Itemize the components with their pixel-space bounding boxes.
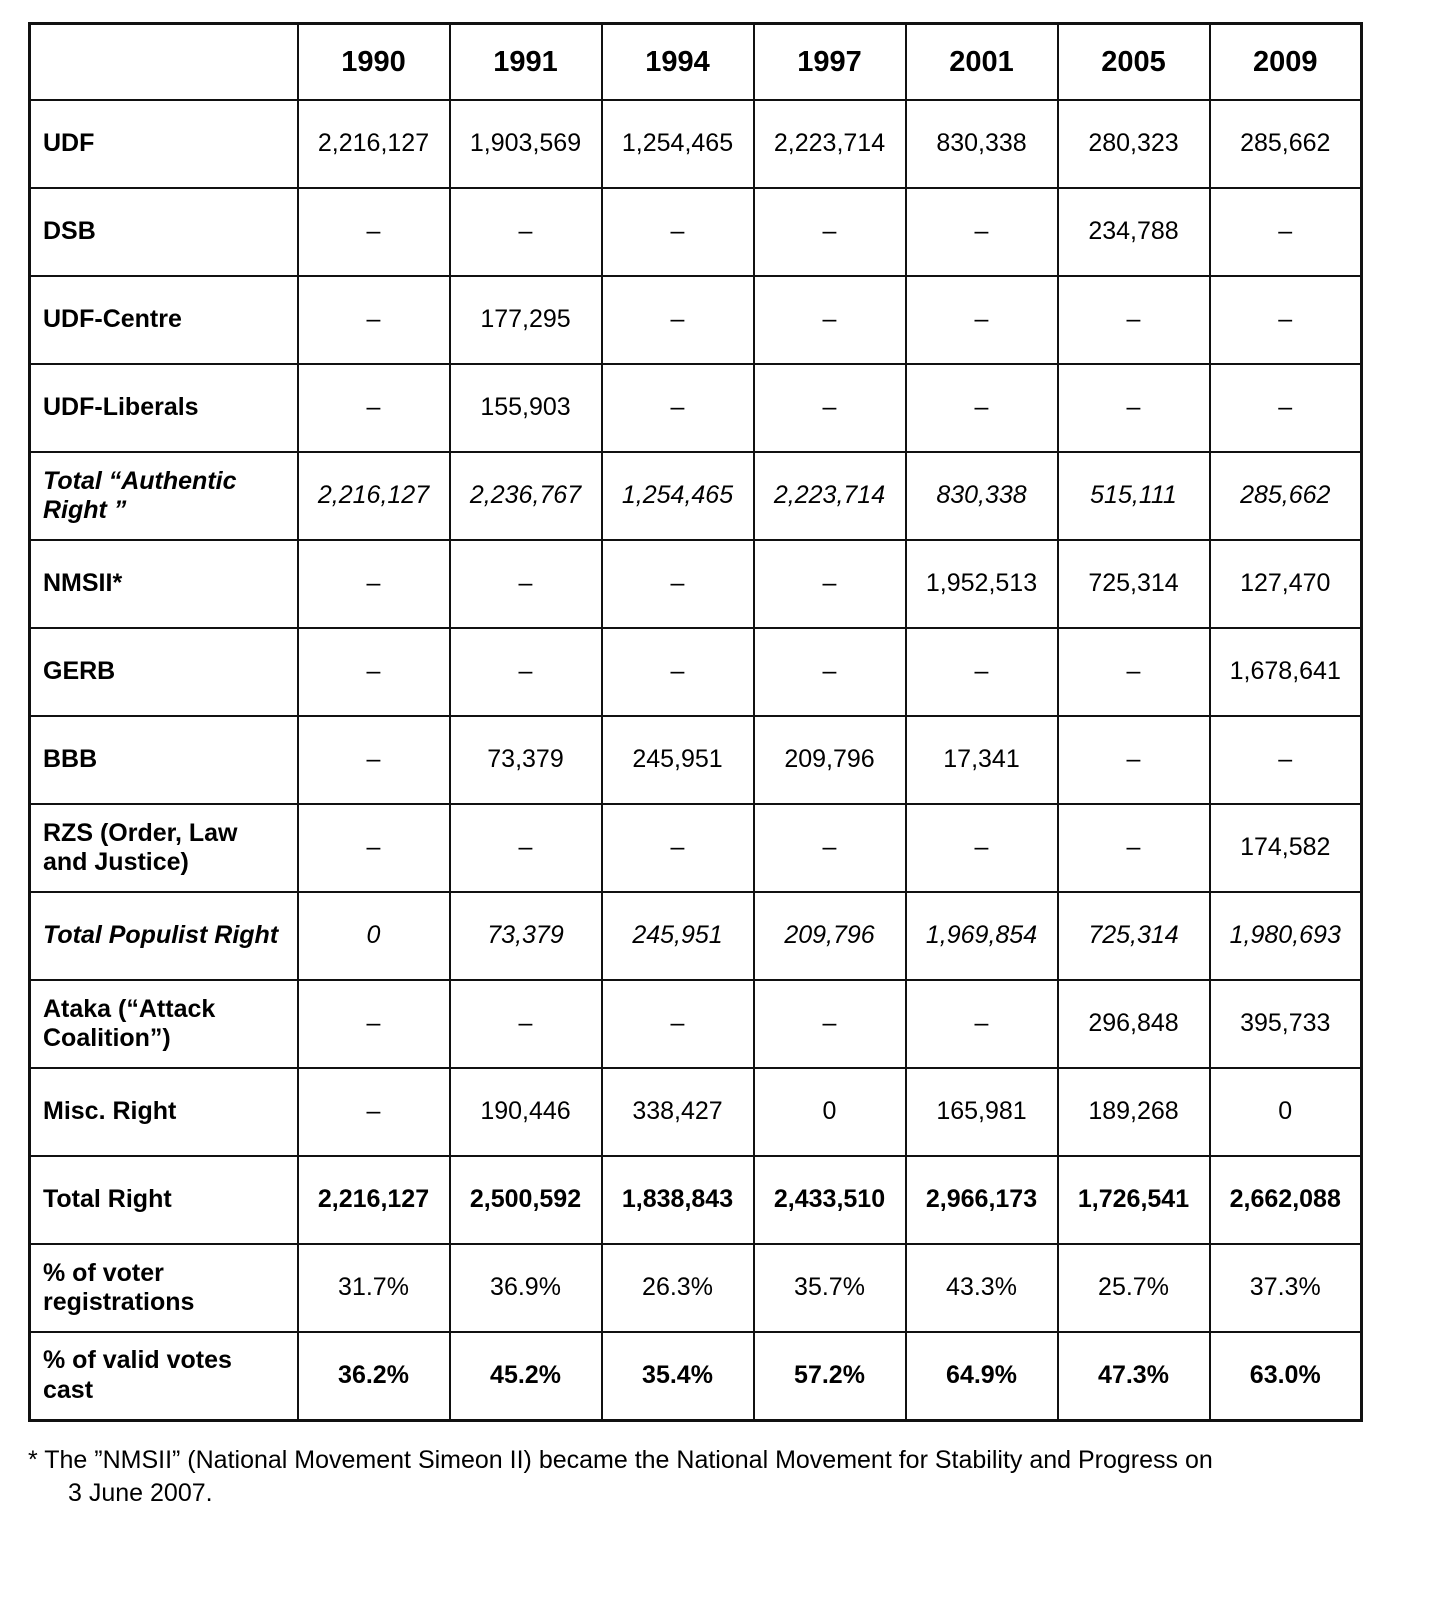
table-cell: 285,662 xyxy=(1210,100,1362,188)
table-cell: 2,216,127 xyxy=(298,1156,450,1244)
table-cell: – xyxy=(1210,364,1362,452)
table-cell: – xyxy=(298,364,450,452)
table-row xyxy=(30,892,1362,980)
table-cell: – xyxy=(450,980,602,1068)
table-cell: 1,838,843 xyxy=(602,1156,754,1244)
table-cell: 280,323 xyxy=(1058,100,1210,188)
table-cell: 57.2% xyxy=(754,1332,906,1420)
table-cell: 285,662 xyxy=(1210,452,1362,540)
table-row xyxy=(30,364,1362,452)
row-label: Total “Authentic Right ” xyxy=(30,452,298,540)
column-header-2009: 2009 xyxy=(1210,24,1362,101)
table-cell: – xyxy=(450,540,602,628)
table-row xyxy=(30,276,1362,364)
table-cell: – xyxy=(602,980,754,1068)
table-cell: – xyxy=(754,540,906,628)
table-cell: 190,446 xyxy=(450,1068,602,1156)
table-row xyxy=(30,628,1362,716)
row-label: BBB xyxy=(30,716,298,804)
table-header xyxy=(30,24,1362,101)
footnote-line-1: * The ”NMSII” (National Movement Simeon II) became the National Movement for Stability and Progress on xyxy=(28,1445,1213,1474)
table-cell: 43.3% xyxy=(906,1244,1058,1332)
table-cell: – xyxy=(298,188,450,276)
table-cell: 296,848 xyxy=(1058,980,1210,1068)
table-cell: 2,223,714 xyxy=(754,100,906,188)
table-row xyxy=(30,804,1362,892)
row-label: GERB xyxy=(30,628,298,716)
table-cell: 209,796 xyxy=(754,892,906,980)
table-row xyxy=(30,716,1362,804)
table-cell: – xyxy=(906,980,1058,1068)
table-cell: 725,314 xyxy=(1058,540,1210,628)
table-cell: – xyxy=(754,276,906,364)
table-cell: – xyxy=(1210,716,1362,804)
column-header-2005: 2005 xyxy=(1058,24,1210,101)
table-cell: 338,427 xyxy=(602,1068,754,1156)
row-label: DSB xyxy=(30,188,298,276)
table-cell: 2,662,088 xyxy=(1210,1156,1362,1244)
column-header-1997: 1997 xyxy=(754,24,906,101)
footnote-line-2: 3 June 2007. xyxy=(68,1479,213,1508)
table-cell: 26.3% xyxy=(602,1244,754,1332)
row-label: Total Populist Right xyxy=(30,892,298,980)
row-label: % of voter registrations xyxy=(30,1244,298,1332)
table-cell: – xyxy=(906,804,1058,892)
table-cell: 245,951 xyxy=(602,892,754,980)
table-cell: 127,470 xyxy=(1210,540,1362,628)
table-cell: – xyxy=(298,1068,450,1156)
table-cell: 1,254,465 xyxy=(602,452,754,540)
row-label: NMSII* xyxy=(30,540,298,628)
table-cell: – xyxy=(602,188,754,276)
table-cell: 1,952,513 xyxy=(906,540,1058,628)
table-cell: 1,678,641 xyxy=(1210,628,1362,716)
table-cell: 0 xyxy=(298,892,450,980)
header-row xyxy=(30,24,1362,101)
table-cell: 395,733 xyxy=(1210,980,1362,1068)
table-cell: 245,951 xyxy=(602,716,754,804)
table-cell: 2,236,767 xyxy=(450,452,602,540)
table-cell: 1,726,541 xyxy=(1058,1156,1210,1244)
table-cell: 1,969,854 xyxy=(906,892,1058,980)
row-label: UDF xyxy=(30,100,298,188)
table-cell: – xyxy=(754,804,906,892)
column-header-1990: 1990 xyxy=(298,24,450,101)
table-row xyxy=(30,1332,1362,1420)
footnote xyxy=(28,1444,1388,1512)
table-cell: – xyxy=(1058,716,1210,804)
table-cell: 1,980,693 xyxy=(1210,892,1362,980)
table-cell: 155,903 xyxy=(450,364,602,452)
table-cell: – xyxy=(1058,804,1210,892)
table-cell: – xyxy=(298,540,450,628)
table-row xyxy=(30,980,1362,1068)
table-cell: 2,433,510 xyxy=(754,1156,906,1244)
row-label: Total Right xyxy=(30,1156,298,1244)
table-cell: 515,111 xyxy=(1058,452,1210,540)
table-cell: – xyxy=(906,188,1058,276)
table-cell: 2,223,714 xyxy=(754,452,906,540)
table-cell: 45.2% xyxy=(450,1332,602,1420)
table-cell: – xyxy=(298,716,450,804)
table-cell: – xyxy=(754,364,906,452)
table-row xyxy=(30,540,1362,628)
table-cell: – xyxy=(1210,188,1362,276)
table-cell: – xyxy=(602,276,754,364)
column-header-1994: 1994 xyxy=(602,24,754,101)
table-cell: 2,216,127 xyxy=(298,452,450,540)
table-cell: 35.7% xyxy=(754,1244,906,1332)
table-cell: – xyxy=(1058,628,1210,716)
table-cell: 36.2% xyxy=(298,1332,450,1420)
table-cell: 1,254,465 xyxy=(602,100,754,188)
table-cell: 174,582 xyxy=(1210,804,1362,892)
table-cell: – xyxy=(1058,364,1210,452)
table-cell: – xyxy=(906,628,1058,716)
table-cell: 234,788 xyxy=(1058,188,1210,276)
row-label: UDF-Centre xyxy=(30,276,298,364)
row-label: UDF-Liberals xyxy=(30,364,298,452)
table-cell: 2,966,173 xyxy=(906,1156,1058,1244)
table-cell: 47.3% xyxy=(1058,1332,1210,1420)
table-cell: 2,500,592 xyxy=(450,1156,602,1244)
table-row xyxy=(30,188,1362,276)
table-cell: 25.7% xyxy=(1058,1244,1210,1332)
table-cell: 31.7% xyxy=(298,1244,450,1332)
table-cell: 64.9% xyxy=(906,1332,1058,1420)
table-row xyxy=(30,1068,1362,1156)
table-cell: – xyxy=(602,804,754,892)
table-row xyxy=(30,1156,1362,1244)
table-cell: 209,796 xyxy=(754,716,906,804)
table-cell: 0 xyxy=(754,1068,906,1156)
table-cell: 830,338 xyxy=(906,452,1058,540)
table-cell: – xyxy=(1210,276,1362,364)
table-cell: – xyxy=(298,980,450,1068)
table-cell: – xyxy=(298,276,450,364)
table-row xyxy=(30,100,1362,188)
row-label: % of valid votes cast xyxy=(30,1332,298,1420)
table-cell: 177,295 xyxy=(450,276,602,364)
table-row xyxy=(30,452,1362,540)
table-cell: 2,216,127 xyxy=(298,100,450,188)
table-cell: 1,903,569 xyxy=(450,100,602,188)
row-label: Ataka (“Attack Coalition”) xyxy=(30,980,298,1068)
table-cell: – xyxy=(450,804,602,892)
table-cell: – xyxy=(450,188,602,276)
table-cell: 17,341 xyxy=(906,716,1058,804)
column-header-2001: 2001 xyxy=(906,24,1058,101)
table-cell: – xyxy=(450,628,602,716)
table-cell: – xyxy=(602,540,754,628)
table-cell: – xyxy=(602,364,754,452)
table-cell: – xyxy=(754,628,906,716)
table-cell: – xyxy=(1058,276,1210,364)
table-cell: – xyxy=(906,276,1058,364)
table-cell: 37.3% xyxy=(1210,1244,1362,1332)
row-label: RZS (Order, Law and Justice) xyxy=(30,804,298,892)
table-cell: 0 xyxy=(1210,1068,1362,1156)
table-cell: – xyxy=(602,628,754,716)
row-label: Misc. Right xyxy=(30,1068,298,1156)
table-row xyxy=(30,1244,1362,1332)
table-cell: – xyxy=(298,804,450,892)
table-cell: 73,379 xyxy=(450,892,602,980)
table-cell: 725,314 xyxy=(1058,892,1210,980)
table-cell: – xyxy=(754,188,906,276)
table-cell: 73,379 xyxy=(450,716,602,804)
election-results-table xyxy=(28,22,1363,1422)
table-cell: 36.9% xyxy=(450,1244,602,1332)
table-cell: – xyxy=(754,980,906,1068)
table-cell: 189,268 xyxy=(1058,1068,1210,1156)
table-body xyxy=(30,100,1362,1420)
table-cell: 830,338 xyxy=(906,100,1058,188)
table-cell: 165,981 xyxy=(906,1068,1058,1156)
column-header-1991: 1991 xyxy=(450,24,602,101)
table-cell: 63.0% xyxy=(1210,1332,1362,1420)
table-cell: – xyxy=(298,628,450,716)
table-cell: – xyxy=(906,364,1058,452)
table-cell: 35.4% xyxy=(602,1332,754,1420)
table-corner-cell xyxy=(30,24,298,101)
